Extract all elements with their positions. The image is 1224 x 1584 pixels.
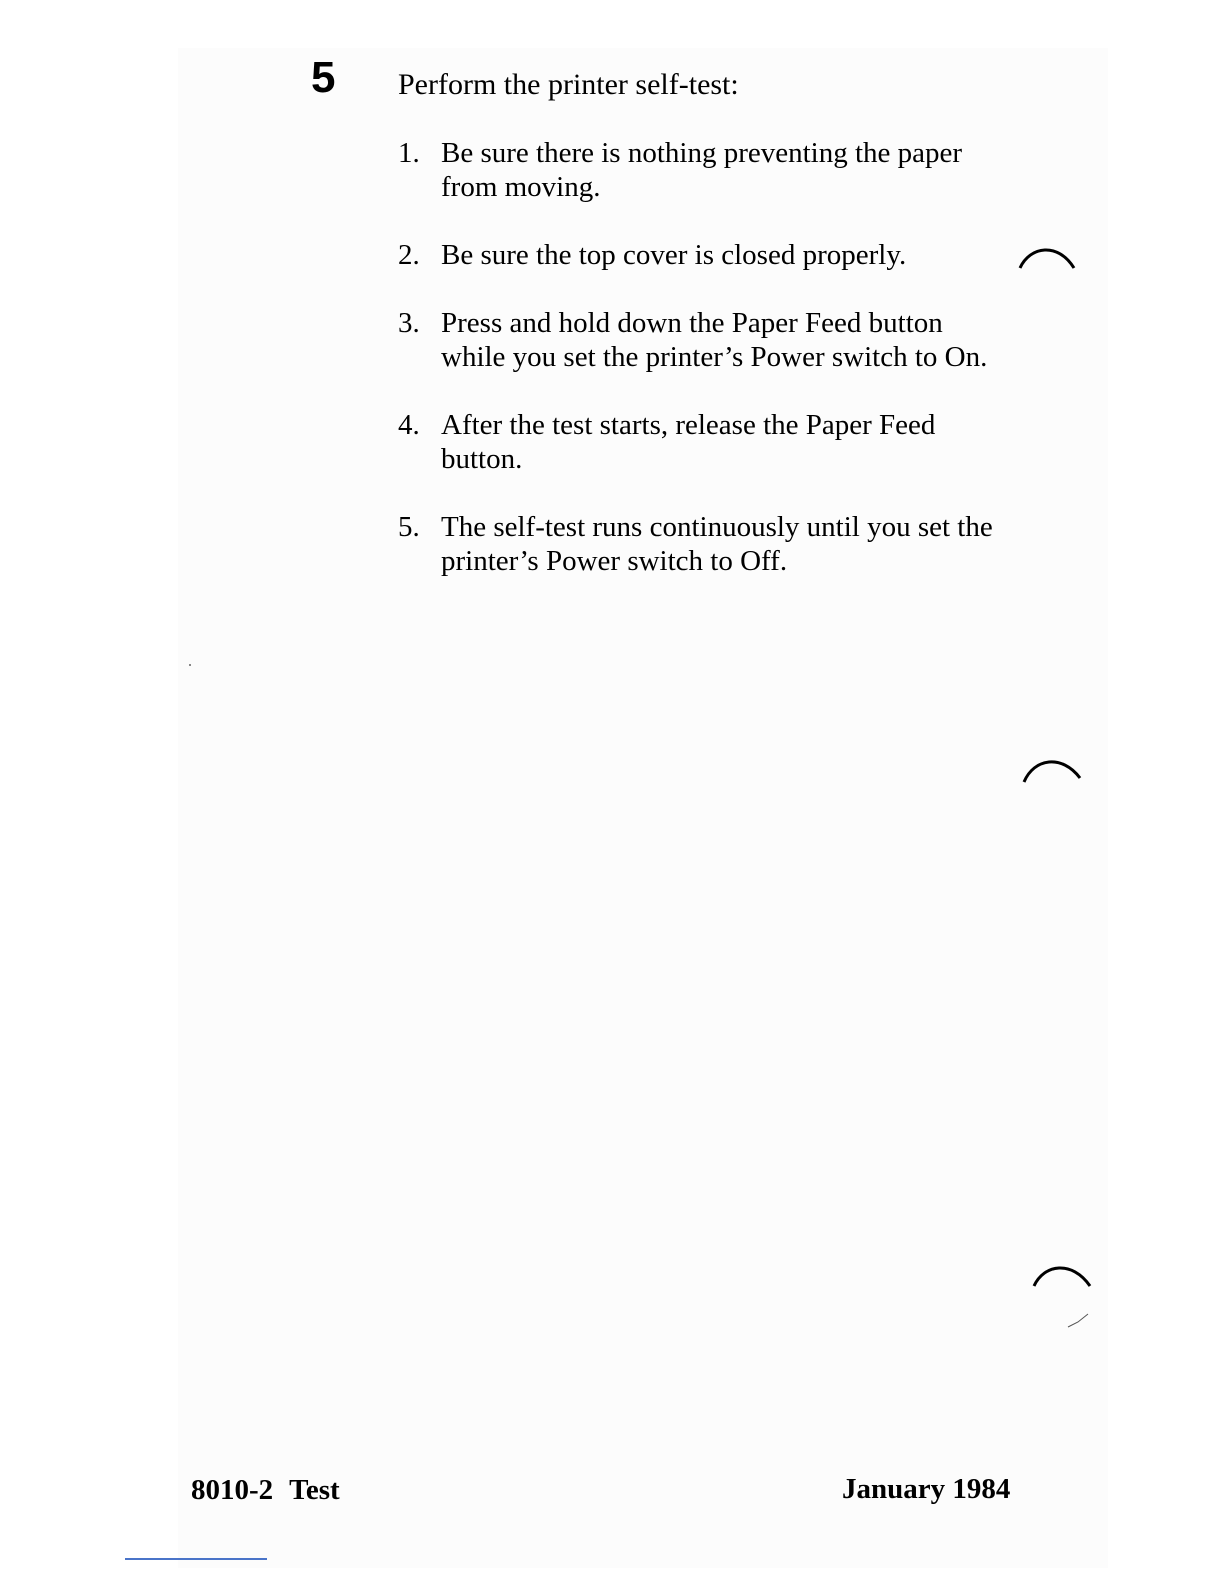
footer-doc-label: [191, 1473, 340, 1507]
footer-doc-number: 8010-2: [191, 1474, 274, 1506]
bottom-rule: [125, 1558, 267, 1560]
list-item-text: After the test starts, release the Paper Feed button.: [441, 409, 936, 475]
list-item: [398, 238, 1008, 272]
scan-speck: [189, 664, 191, 666]
step-number: 5: [311, 53, 336, 102]
binder-hole-arc-icon: [1032, 1262, 1092, 1292]
list-item: [398, 510, 1008, 578]
list-item: [398, 408, 1008, 476]
list-item-number: 2.: [398, 239, 420, 271]
step-heading: Perform the printer self-test:: [398, 68, 739, 101]
list-item-text: Press and hold down the Paper Feed button while you set the printer’s Power switch to On.: [441, 307, 988, 373]
binder-hole-arc-icon: [1022, 756, 1082, 786]
list-item-number: 4.: [398, 409, 420, 441]
list-item: [398, 136, 1008, 204]
list-item-number: 5.: [398, 511, 420, 543]
list-item-number: 1.: [398, 137, 420, 169]
list-item-text: Be sure the top cover is closed properly.: [441, 239, 907, 271]
list-item-text: Be sure there is nothing preventing the paper from moving.: [441, 137, 963, 203]
substep-list: [398, 136, 1008, 612]
scan-mark-icon: [1064, 1310, 1094, 1330]
list-item: [398, 306, 1008, 374]
footer-date: January 1984: [842, 1473, 1011, 1505]
footer-section: Test: [289, 1474, 340, 1506]
list-item-text: The self-test runs continuously until you set the printer’s Power switch to Off.: [441, 511, 993, 577]
binder-hole-arc-icon: [1018, 244, 1078, 274]
list-item-number: 3.: [398, 307, 420, 339]
